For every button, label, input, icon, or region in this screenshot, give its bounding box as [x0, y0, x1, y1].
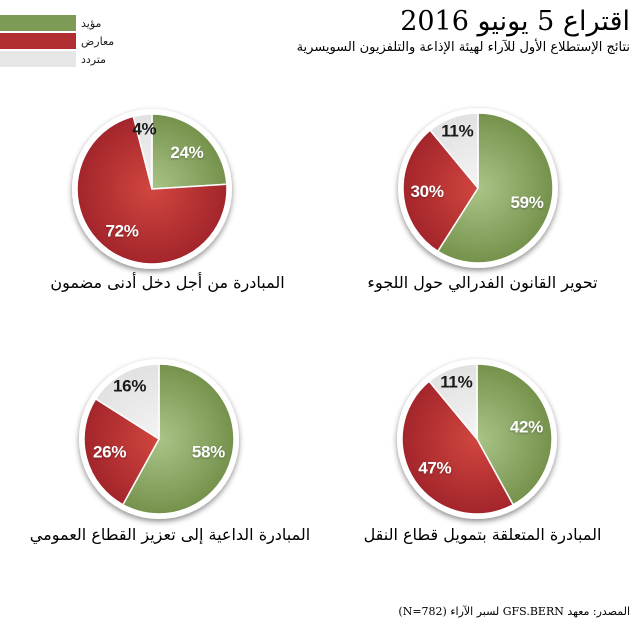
pie-caption-guaranteed-minimum-income: المبادرة من أجل دخل أدنى مضمون [50, 273, 285, 292]
title-block [297, 6, 630, 55]
legend-label-undecided: متردد [81, 52, 107, 66]
pie-caption-transport-funding-initiative: المبادرة المتعلقة بتمويل قطاع النقل [363, 525, 602, 544]
page-subtitle: نتائج الإستطلاع الأول للآراء لهيئة الإذاعة والتلفزيون السويسرية [296, 40, 630, 56]
pie-value-label-favor: 24% [170, 142, 204, 162]
source-note: المصدر: معهد GFS.BERN لسبر الآراء (N=782) [398, 605, 630, 618]
legend-row-oppose [0, 33, 114, 49]
legend-label-favor: مؤيد [81, 16, 102, 30]
legend-row-favor [0, 15, 114, 31]
pie-value-label-undecided: 4% [132, 119, 157, 139]
pie-value-label-favor: 42% [509, 417, 543, 437]
pie-figure-asylum-law-revision [383, 93, 573, 283]
pie-chart-transport-funding-initiative [382, 344, 572, 534]
legend [0, 15, 114, 67]
pie-chart-guaranteed-minimum-income [57, 94, 247, 284]
pie-value-label-favor: 59% [510, 193, 544, 213]
legend-swatch-undecided [0, 51, 76, 67]
page-title: اقتراع 5 يونيو 2016 [400, 6, 630, 37]
pie-caption-asylum-law-revision: تحوير القانون الفدرالي حول اللجوء [367, 273, 598, 292]
legend-label-oppose: معارض [81, 34, 115, 48]
pie-figure-transport-funding-initiative [382, 344, 572, 534]
pie-caption-public-sector-initiative: المبادرة الداعية إلى تعزيز القطاع العمومي [29, 525, 311, 544]
pie-figure-guaranteed-minimum-income [57, 94, 247, 284]
pie-value-label-undecided: 11% [441, 121, 474, 141]
pie-chart-asylum-law-revision [383, 93, 573, 283]
pie-chart-public-sector-initiative [64, 344, 254, 534]
pie-value-label-oppose: 47% [418, 458, 452, 478]
pie-value-label-oppose: 30% [410, 182, 444, 202]
pie-value-label-undecided: 11% [440, 372, 473, 392]
pie-value-label-oppose: 72% [105, 221, 139, 241]
pie-value-label-favor: 58% [191, 442, 225, 462]
legend-row-undecided [0, 51, 114, 67]
legend-swatch-favor [0, 15, 76, 31]
pie-figure-public-sector-initiative [64, 344, 254, 534]
pie-value-label-undecided: 16% [113, 376, 147, 396]
legend-swatch-oppose [0, 33, 76, 49]
pie-value-label-oppose: 26% [93, 442, 127, 462]
